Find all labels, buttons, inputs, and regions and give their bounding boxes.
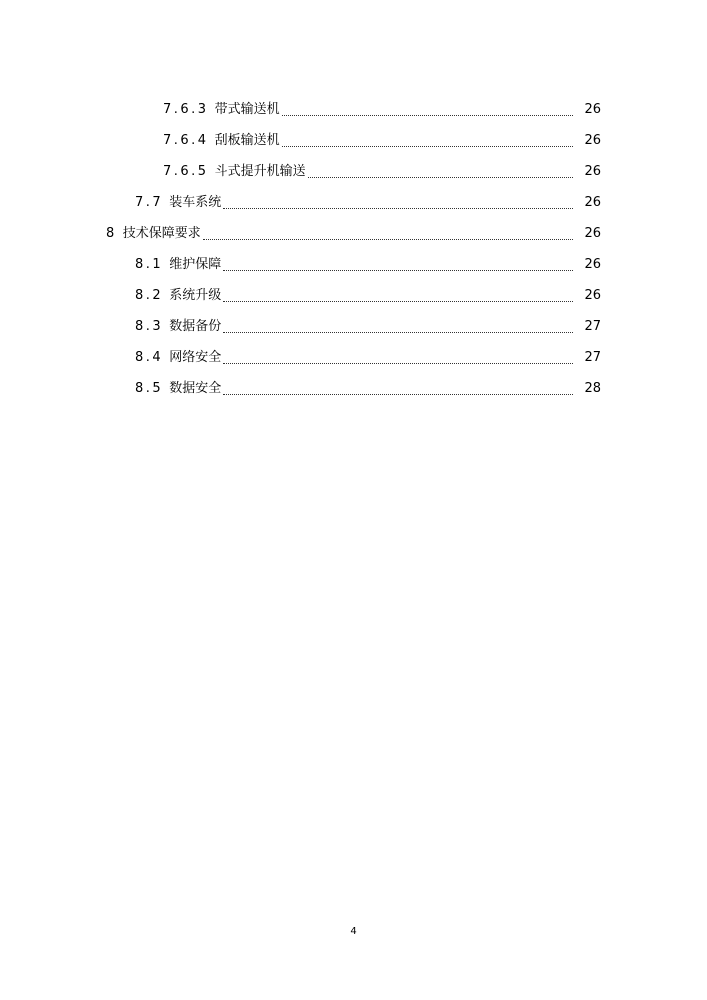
toc-entry-number: 7.6.4 — [163, 132, 209, 148]
toc-entry-7-6-3[interactable] — [0, 94, 707, 125]
toc-entry-page: 26 — [584, 194, 601, 210]
toc-entry-title: 斗式提升机输送 — [214, 163, 306, 179]
toc-dot-leader — [308, 176, 573, 178]
toc-dot-leader — [223, 362, 573, 364]
toc-entry-page: 26 — [584, 225, 601, 241]
toc-entry-8-3[interactable] — [0, 311, 707, 342]
toc-entry-8-2[interactable] — [0, 280, 707, 311]
toc-dot-leader — [282, 145, 573, 147]
toc-entry-number: 7.6.3 — [163, 101, 209, 117]
toc-dot-leader — [223, 393, 573, 395]
toc-dot-leader — [223, 207, 573, 209]
toc-dot-leader — [203, 238, 573, 240]
toc-entry-title: 带式输送机 — [214, 101, 280, 117]
toc-entry-number: 7.6.5 — [163, 163, 209, 179]
toc-entry-page: 26 — [584, 256, 601, 272]
page-number: 4 — [350, 926, 357, 937]
toc-entry-page: 26 — [584, 132, 601, 148]
toc-entry-7-6-5[interactable] — [0, 156, 707, 187]
table-of-contents — [0, 94, 707, 404]
toc-entry-8-1[interactable] — [0, 249, 707, 280]
toc-entry-7-6-4[interactable] — [0, 125, 707, 156]
toc-entry-7-7[interactable] — [0, 187, 707, 218]
toc-entry-page: 27 — [584, 349, 601, 365]
toc-entry-number: 8.2 — [135, 287, 164, 303]
toc-entry-title: 维护保障 — [169, 256, 222, 272]
toc-entry-page: 28 — [584, 380, 601, 396]
toc-entry-page: 26 — [584, 101, 601, 117]
toc-entry-title: 系统升级 — [169, 287, 222, 303]
toc-entry-page: 26 — [584, 163, 601, 179]
toc-entry-number: 8.3 — [135, 318, 164, 334]
toc-entry-8-4[interactable] — [0, 342, 707, 373]
toc-dot-leader — [223, 300, 573, 302]
toc-entry-8[interactable] — [0, 218, 707, 249]
toc-entry-page: 26 — [584, 287, 601, 303]
toc-dot-leader — [223, 269, 573, 271]
toc-entry-title: 数据备份 — [169, 318, 222, 334]
toc-dot-leader — [282, 114, 573, 116]
toc-entry-number: 8 — [106, 225, 117, 241]
toc-entry-title: 装车系统 — [169, 194, 222, 210]
toc-entry-page: 27 — [584, 318, 601, 334]
toc-entry-number: 7.7 — [135, 194, 164, 210]
toc-entry-number: 8.5 — [135, 380, 164, 396]
toc-entry-8-5[interactable] — [0, 373, 707, 404]
toc-entry-title: 刮板输送机 — [214, 132, 280, 148]
toc-dot-leader — [223, 331, 573, 333]
toc-entry-title: 网络安全 — [169, 349, 222, 365]
toc-entry-title: 数据安全 — [169, 380, 222, 396]
toc-entry-number: 8.1 — [135, 256, 164, 272]
toc-entry-title: 技术保障要求 — [122, 225, 201, 241]
toc-entry-number: 8.4 — [135, 349, 164, 365]
